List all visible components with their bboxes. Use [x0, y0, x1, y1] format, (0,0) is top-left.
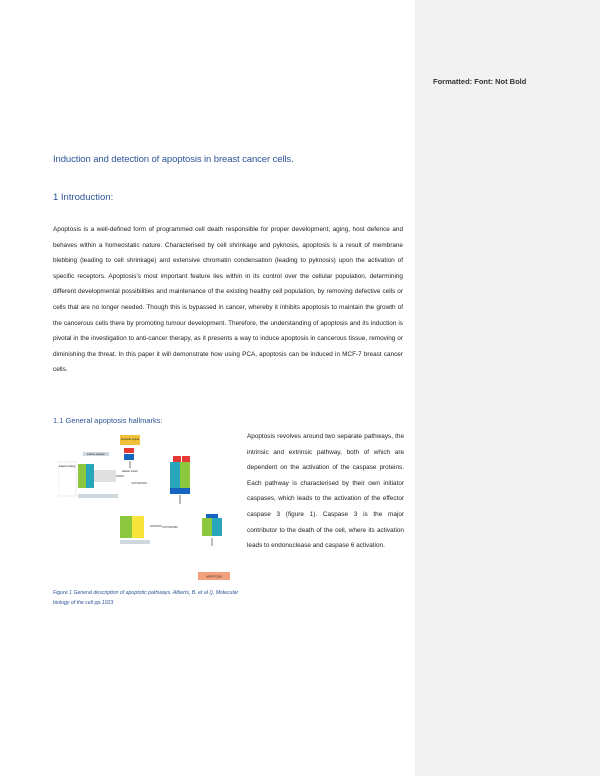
adaptor-binding-label: adaptor binding: [58, 465, 76, 468]
cleaved-green: [202, 518, 212, 536]
right-receptor-2: [182, 456, 190, 462]
substrate-text-box: [200, 548, 226, 564]
right-adaptor: [170, 488, 190, 494]
cleaved-teal: [212, 518, 222, 536]
adaptor-protein-label: adaptor protein: [121, 470, 139, 473]
right-receptor: [173, 456, 181, 462]
caspase-right-green: [180, 462, 190, 488]
cleaved-label-bar: [78, 494, 118, 498]
intro-paragraph: Apoptosis is a well-defined form of programmed cell death responsible for proper development, aging, host defence and behaves within a homeostatic nature. Characterised by cell shrinkage and pyknosis, apoptosis is a result of membrane blebbing (leading to cell shrinkage) and extensive chromatin condensation (leading to pyknosis) upon the activation of specific receptors. Apoptosis's most important feature lies within in its control over the cellular population, determining different developmental possibilities and maintenance of the existing healthy cell population, by removing defective cells or cells that are no longer needed. Though this is bypassed in cancer, whereby it inhibits apoptosis to maintain the growth of the cancerous cells there by promoting tumour development. Therefore, the understanding of apoptosis and its induction is pivotal in the investigation to anti-cancer therapy, as it presents a way to induce apoptosis in cancerous tissue, removing or diminishing the threat. In this paper it will demonstrate how using PCA, apoptosis can be induced in MCF-7 breast cancer cells.: [53, 226, 403, 374]
document-title: Induction and detection of apoptosis in breast cancer cells.: [53, 154, 294, 165]
pathways-paragraph: Apoptosis revolves around two separate pathways, the intrinsic and extrinsic pathway, both of which are dependent on the activation of the caspase proteins. Each pathway is characterised by their own initiator caspases, which leads to the activation of the effector caspase 3 (figure 1). Caspase 3 is the major contributor to the death of the cell, where its activation leads to endonuclease and caspase 6 activation.: [247, 433, 404, 550]
signal-receptor: [124, 448, 134, 453]
effector-label-bar: [120, 540, 150, 544]
activating-label: ACTIVATING: [162, 526, 178, 529]
effector-yellow: [132, 516, 144, 538]
section-heading-introduction: 1 Introduction:: [53, 192, 114, 203]
protease-domain: [94, 470, 116, 482]
caspase-left-teal: [86, 464, 94, 488]
apoptosis-pathway-figure: [58, 432, 244, 582]
cleaved-adaptor: [206, 514, 218, 518]
right-label-box: [198, 468, 214, 476]
comments-pane: [415, 0, 600, 776]
format-comment[interactable]: Formatted: Font: Not Bold: [433, 77, 527, 86]
apoptotic-signal-label: apoptotic signal: [120, 438, 140, 441]
pathway-diagram: [58, 432, 244, 582]
inactive-caspase-label: inactive caspase: [87, 453, 105, 456]
apoptosis-label: APOPTOSIS: [205, 574, 223, 579]
caspase-right-teal: [170, 462, 180, 488]
figure-caption: Figure 1 General description of apoptotic pathways. Alberts, B. et al (), Molecular biology of the cell pp.1023: [53, 590, 239, 606]
adaptor-block: [124, 454, 134, 460]
caspase-left-green: [78, 464, 86, 488]
section-heading-hallmarks: 1.1 General apoptosis hallmarks:: [53, 416, 163, 425]
effector-green: [120, 516, 132, 538]
activation-label: ACTIVATION: [131, 482, 147, 485]
